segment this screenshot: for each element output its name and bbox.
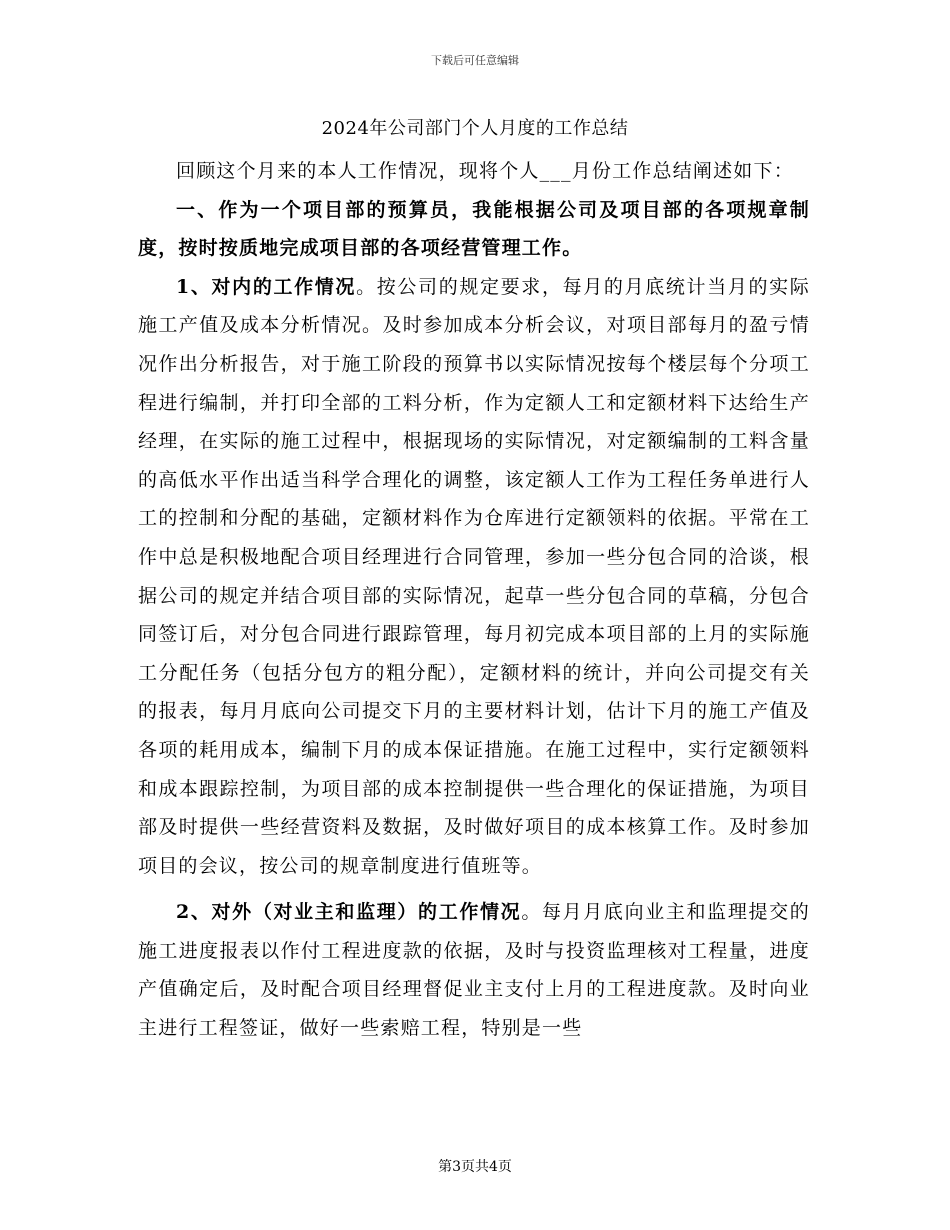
item-1-lead: 1、对内的工作情况 [176,275,357,298]
item-1-body: 。按公司的规定要求，每月的月底统计当月的实际施工产值及成本分析情况。及时参加成本分析会议，对项目部每月的盈亏情况作出分析报告，对于施工阶段的预算书以实际情况按每个楼层每个分项工程进行编制，并打印全部的工料分析，作为定额人工和定额材料下达给生产经理，在实际的施工过程中，根据现场的实际情况，对定额编制的工料含量的高低水平作出适当科学合理化的调整，该定额人工作为工程任务单进行人工的控制和分配的基础，定额材料作为仓库进行定额领料的依据。平常在工作中总是积极地配合项目经理进行合同管理，参加一些分包合同的洽谈，根据公司的规定并结合项目部的实际情况，起草一些分包合同的草稿，分包合同签订后，对分包合同进行跟踪管理，每月初完成本项目部的上月的实际施工分配任务（包括分包方的粗分配），定额材料的统计，并向公司提交有关的报表，每月月底向公司提交下月的主要材料计划，估计下月的施工产值及各项的耗用成本，编制下月的成本保证措施。在施工过程中，实行定额领料和成本跟踪控制，为项目部的成本控制提供一些合理化的保证措施，为项目部及时提供一些经营资料及数据，及时做好项目的成本核算工作。及时参加项目的会议，按公司的规章制度进行值班等。 [138,275,810,877]
item-1-paragraph [138,268,810,886]
item-2-lead: 2、对外（对业主和监理）的工作情况 [176,901,522,924]
intro-paragraph: 回顾这个月来的本人工作情况，现将个人___月份工作总结阐述如下： [176,160,794,182]
document-title: 2024年公司部门个人月度的工作总结 [321,118,629,139]
page-number-footer: 第3页共4页 [438,1159,512,1175]
section-1-heading: 一、作为一个项目部的预算员，我能根据公司及项目部的各项规章制度，按时按质地完成项目部的各项经营管理工作。 [138,198,810,260]
document-body [138,152,810,1048]
page-header-note: 下载后可任意编辑 [431,54,519,67]
item-2-body: 。每月月底向业主和监理提交的施工进度报表以作付工程进度款的依据，及时与投资监理核对工程量，进度产值确定后，及时配合项目经理督促业主支付上月的工程进度款。及时向业主进行工程签证，做好一些索赔工程，特别是一些 [138,901,810,1040]
item-2-paragraph [138,893,810,1047]
